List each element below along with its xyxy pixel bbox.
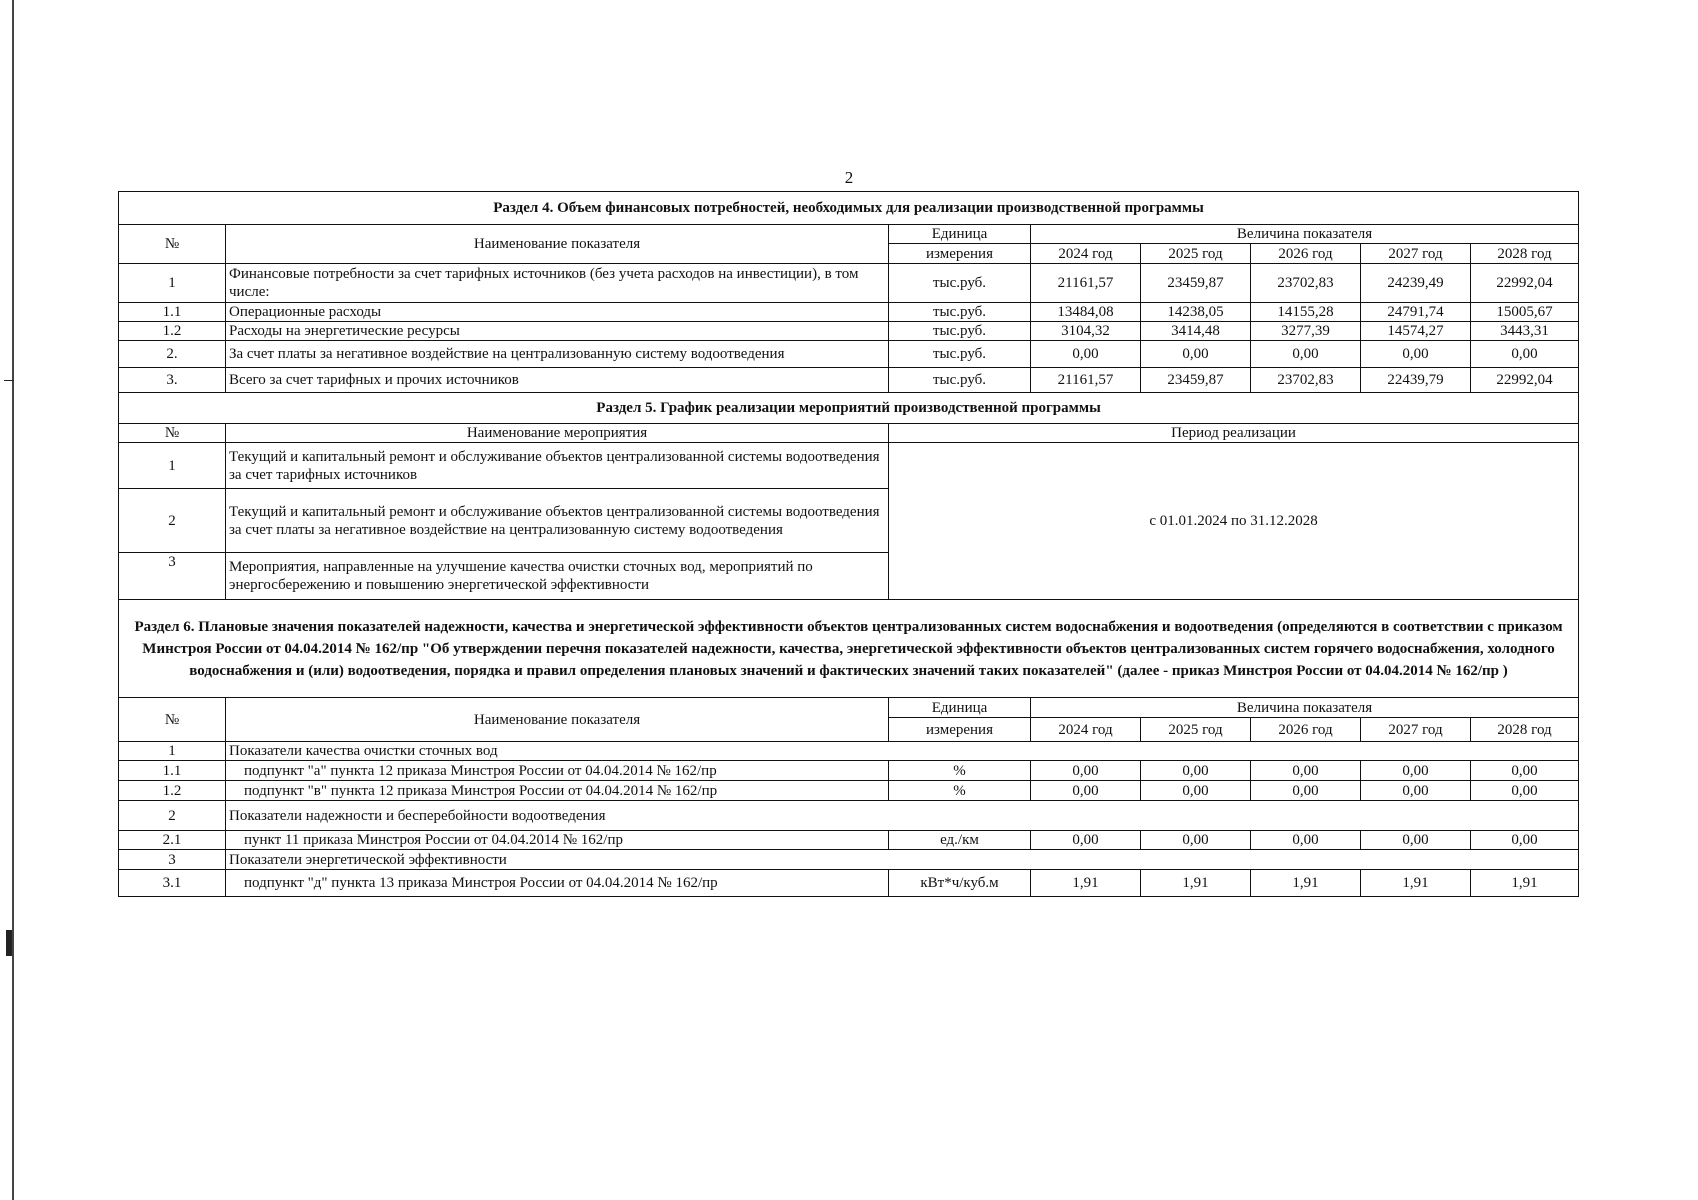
row-name: подпункт "д" пункта 13 приказа Минстроя России от 04.04.2014 № 162/пр: [226, 870, 889, 897]
header-activity-name: Наименование мероприятия: [226, 424, 889, 443]
row-unit: тыс.руб.: [889, 303, 1031, 322]
table-row: [119, 761, 1579, 781]
section4-title: Раздел 4. Объем финансовых потребностей, необходимых для реализации производственной программы: [119, 192, 1579, 225]
header-year: 2024 год: [1031, 244, 1141, 264]
header-unit-line2: измерения: [889, 718, 1031, 742]
section5-title-row: [119, 393, 1579, 424]
row-value: 3104,32: [1031, 322, 1141, 341]
row-name: подпункт "а" пункта 12 приказа Минстроя России от 04.04.2014 № 162/пр: [226, 761, 889, 781]
row-value: 0,00: [1361, 781, 1471, 801]
row-num: 1: [119, 443, 226, 489]
row-num: 3.: [119, 368, 226, 393]
table-row: [119, 264, 1579, 303]
row-unit: ед./км: [889, 831, 1031, 850]
row-value: 22439,79: [1361, 368, 1471, 393]
row-num: 3.1: [119, 870, 226, 897]
row-value: 0,00: [1361, 341, 1471, 368]
row-value: 0,00: [1141, 341, 1251, 368]
header-unit-line1: Единица: [889, 698, 1031, 718]
section6-header-row: [119, 698, 1579, 718]
row-name: Текущий и капитальный ремонт и обслуживание объектов централизованной системы водоотведения за счет тарифных источников: [226, 443, 889, 489]
row-num: 2: [119, 801, 226, 831]
header-unit-line2: измерения: [889, 244, 1031, 264]
row-unit: тыс.руб.: [889, 341, 1031, 368]
row-value: 23459,87: [1141, 368, 1251, 393]
table-row: [119, 742, 1579, 761]
header-name: Наименование показателя: [226, 698, 889, 742]
header-num: №: [119, 424, 226, 443]
row-num: 2: [119, 489, 226, 553]
row-value: 14238,05: [1141, 303, 1251, 322]
row-value: 1,91: [1031, 870, 1141, 897]
row-num: 1.1: [119, 761, 226, 781]
row-unit: тыс.руб.: [889, 322, 1031, 341]
row-value: 22992,04: [1471, 264, 1579, 303]
row-value: 0,00: [1141, 831, 1251, 850]
table-row: [119, 341, 1579, 368]
header-year: 2028 год: [1471, 718, 1579, 742]
header-unit-line1: Единица: [889, 225, 1031, 244]
header-name: Наименование показателя: [226, 225, 889, 264]
row-value: 0,00: [1361, 831, 1471, 850]
row-value: 14155,28: [1251, 303, 1361, 322]
document-table: [118, 191, 1579, 897]
row-name: За счет платы за негативное воздействие на централизованную систему водоотведения: [226, 341, 889, 368]
header-year: 2027 год: [1361, 718, 1471, 742]
row-unit: кВт*ч/куб.м: [889, 870, 1031, 897]
row-name: Расходы на энергетические ресурсы: [226, 322, 889, 341]
section4-header-row: [119, 225, 1579, 244]
row-unit: тыс.руб.: [889, 368, 1031, 393]
section6-title: Раздел 6. Плановые значения показателей надежности, качества и энергетической эффективности объектов централизованных систем водоснабжения и водоотведения (определяются в соответствии с приказом Минстроя России от 04.04.2014 № 162/пр "Об утверждении перечня показателей надежности, качества, энергетической эффективности объектов централизованных систем горячего водоснабжения, холодного водоснабжения и (или) водоотведения, порядка и правил определения плановых значений и фактических значений таких показателей" (далее - приказ Минстроя России от 04.04.2014 № 162/пр ): [119, 600, 1579, 698]
period-value: с 01.01.2024 по 31.12.2028: [889, 443, 1579, 600]
table-row: [119, 303, 1579, 322]
row-name: Операционные расходы: [226, 303, 889, 322]
row-value: 0,00: [1471, 761, 1579, 781]
header-year: 2026 год: [1251, 718, 1361, 742]
row-value: 0,00: [1031, 781, 1141, 801]
row-value: 14574,27: [1361, 322, 1471, 341]
row-name: Текущий и капитальный ремонт и обслуживание объектов централизованной системы водоотведения за счет платы за негативное воздействие на централизованную систему водоотведения: [226, 489, 889, 553]
section6-title-row: [119, 600, 1579, 698]
row-value: 0,00: [1251, 781, 1361, 801]
row-unit: %: [889, 761, 1031, 781]
row-value: 23702,83: [1251, 264, 1361, 303]
row-value: 3277,39: [1251, 322, 1361, 341]
table-row: [119, 322, 1579, 341]
row-value: 21161,57: [1031, 264, 1141, 303]
row-value: 0,00: [1141, 761, 1251, 781]
header-num: №: [119, 698, 226, 742]
row-num: 3: [119, 850, 226, 870]
row-value: 0,00: [1251, 761, 1361, 781]
header-value-group: Величина показателя: [1031, 698, 1579, 718]
table-row: [119, 801, 1579, 831]
table-row: [119, 781, 1579, 801]
row-group-name: Показатели качества очистки сточных вод: [226, 742, 1579, 761]
row-num: 1.1: [119, 303, 226, 322]
row-value: 0,00: [1251, 341, 1361, 368]
row-num: 1.2: [119, 322, 226, 341]
row-value: 15005,67: [1471, 303, 1579, 322]
row-value: 0,00: [1361, 761, 1471, 781]
row-value: 21161,57: [1031, 368, 1141, 393]
scan-mark: [4, 380, 14, 381]
header-year: 2025 год: [1141, 718, 1251, 742]
row-value: 23702,83: [1251, 368, 1361, 393]
row-num: 1: [119, 742, 226, 761]
row-value: 1,91: [1251, 870, 1361, 897]
table-row: [119, 831, 1579, 850]
header-value-group: Величина показателя: [1031, 225, 1579, 244]
header-year: 2025 год: [1141, 244, 1251, 264]
row-num: 1.2: [119, 781, 226, 801]
row-value: 24239,49: [1361, 264, 1471, 303]
row-num: 2.: [119, 341, 226, 368]
row-value: 0,00: [1031, 761, 1141, 781]
row-value: 0,00: [1471, 831, 1579, 850]
header-num: №: [119, 225, 226, 264]
row-num: 2.1: [119, 831, 226, 850]
row-value: 1,91: [1361, 870, 1471, 897]
table-row: [119, 870, 1579, 897]
row-num: 3: [119, 553, 226, 600]
row-value: 23459,87: [1141, 264, 1251, 303]
row-value: 1,91: [1141, 870, 1251, 897]
row-group-name: Показатели энергетической эффективности: [226, 850, 1579, 870]
row-value: 22992,04: [1471, 368, 1579, 393]
row-value: 0,00: [1031, 831, 1141, 850]
header-year: 2028 год: [1471, 244, 1579, 264]
row-value: 0,00: [1251, 831, 1361, 850]
row-value: 0,00: [1471, 781, 1579, 801]
page-number: 2: [844, 168, 854, 187]
row-unit: тыс.руб.: [889, 264, 1031, 303]
row-group-name: Показатели надежности и бесперебойности водоотведения: [226, 801, 1579, 831]
row-unit: %: [889, 781, 1031, 801]
table-row: [119, 443, 1579, 489]
row-value: 0,00: [1031, 341, 1141, 368]
header-year: 2027 год: [1361, 244, 1471, 264]
scan-mark: [6, 930, 12, 956]
row-value: 0,00: [1141, 781, 1251, 801]
row-name: Всего за счет тарифных и прочих источников: [226, 368, 889, 393]
row-name: Финансовые потребности за счет тарифных источников (без учета расходов на инвестиции), в том числе:: [226, 264, 889, 303]
section5-header-row: [119, 424, 1579, 443]
row-value: 3414,48: [1141, 322, 1251, 341]
row-name: пункт 11 приказа Минстроя России от 04.04.2014 № 162/пр: [226, 831, 889, 850]
row-value: 3443,31: [1471, 322, 1579, 341]
section5-title: Раздел 5. График реализации мероприятий производственной программы: [119, 393, 1579, 424]
row-value: 13484,08: [1031, 303, 1141, 322]
section4-title-row: [119, 192, 1579, 225]
header-year: 2026 год: [1251, 244, 1361, 264]
row-value: 1,91: [1471, 870, 1579, 897]
row-name: подпункт "в" пункта 12 приказа Минстроя России от 04.04.2014 № 162/пр: [226, 781, 889, 801]
table-row: [119, 850, 1579, 870]
row-num: 1: [119, 264, 226, 303]
table-row: [119, 368, 1579, 393]
header-period: Период реализации: [889, 424, 1579, 443]
row-value: 0,00: [1471, 341, 1579, 368]
row-value: 24791,74: [1361, 303, 1471, 322]
row-name: Мероприятия, направленные на улучшение качества очистки сточных вод, мероприятий по энергосбережению и повышению энергетической эффективности: [226, 553, 889, 600]
header-year: 2024 год: [1031, 718, 1141, 742]
